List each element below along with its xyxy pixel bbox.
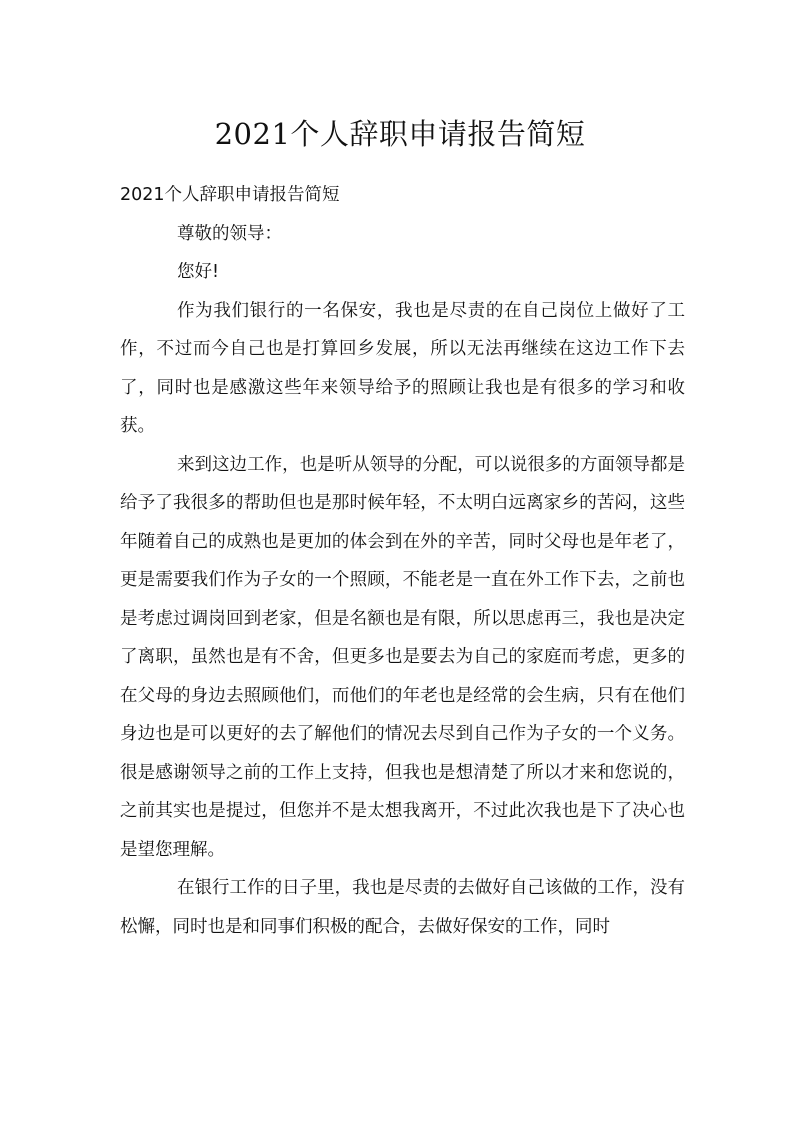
body-paragraph: 作为我们银行的一名保安，我也是尽责的在自己岗位上做好了工作，不过而今自己也是打算回乡发展，所以无法再继续在这边工作下去了，同时也是感激这些年来领导给予的照顾让我也是有很多的学习和收获。 [120, 300, 685, 436]
greeting: 您好! [177, 262, 220, 282]
body-paragraph: 来到这边工作，也是听从领导的分配，可以说很多的方面领导都是给予了我很多的帮助但也是那时候年轻，不太明白远离家乡的苦闷，这些年随着自己的成熟也是更加的体会到在外的辛苦，同时父母也是年老了，更是需要我们作为子女的一个照顾，不能老是一直在外工作下去，之前也是考虑过调岗回到老家，但是名额也是有限，所以思虑再三，我也是决定了离职，虽然也是有不舍，但更多也是要去为自己的家庭而考虑，更多的在父母的身边去照顾他们，而他们的年老也是经常的会生病，只有在他们身边也是可以更好的去了解他们的情况去尽到自己作为子女的一个义务。很是感谢领导之前的工作上支持，但我也是想清楚了所以才来和您说的，之前其实也是提过，但您并不是太想我离开，不过此次我也是下了决心也是望您理解。 [120, 454, 685, 860]
document-body [120, 176, 685, 946]
document-title: 2021个人辞职申请报告简短 [214, 117, 586, 151]
document-subtitle: 2021个人辞职申请报告简短 [120, 185, 340, 205]
salutation: 尊敬的领导： [177, 223, 282, 244]
body-paragraph: 在银行工作的日子里，我也是尽责的去做好自己该做的工作，没有松懈，同时也是和同事们积极的配合，去做好保安的工作，同时 [120, 878, 685, 937]
